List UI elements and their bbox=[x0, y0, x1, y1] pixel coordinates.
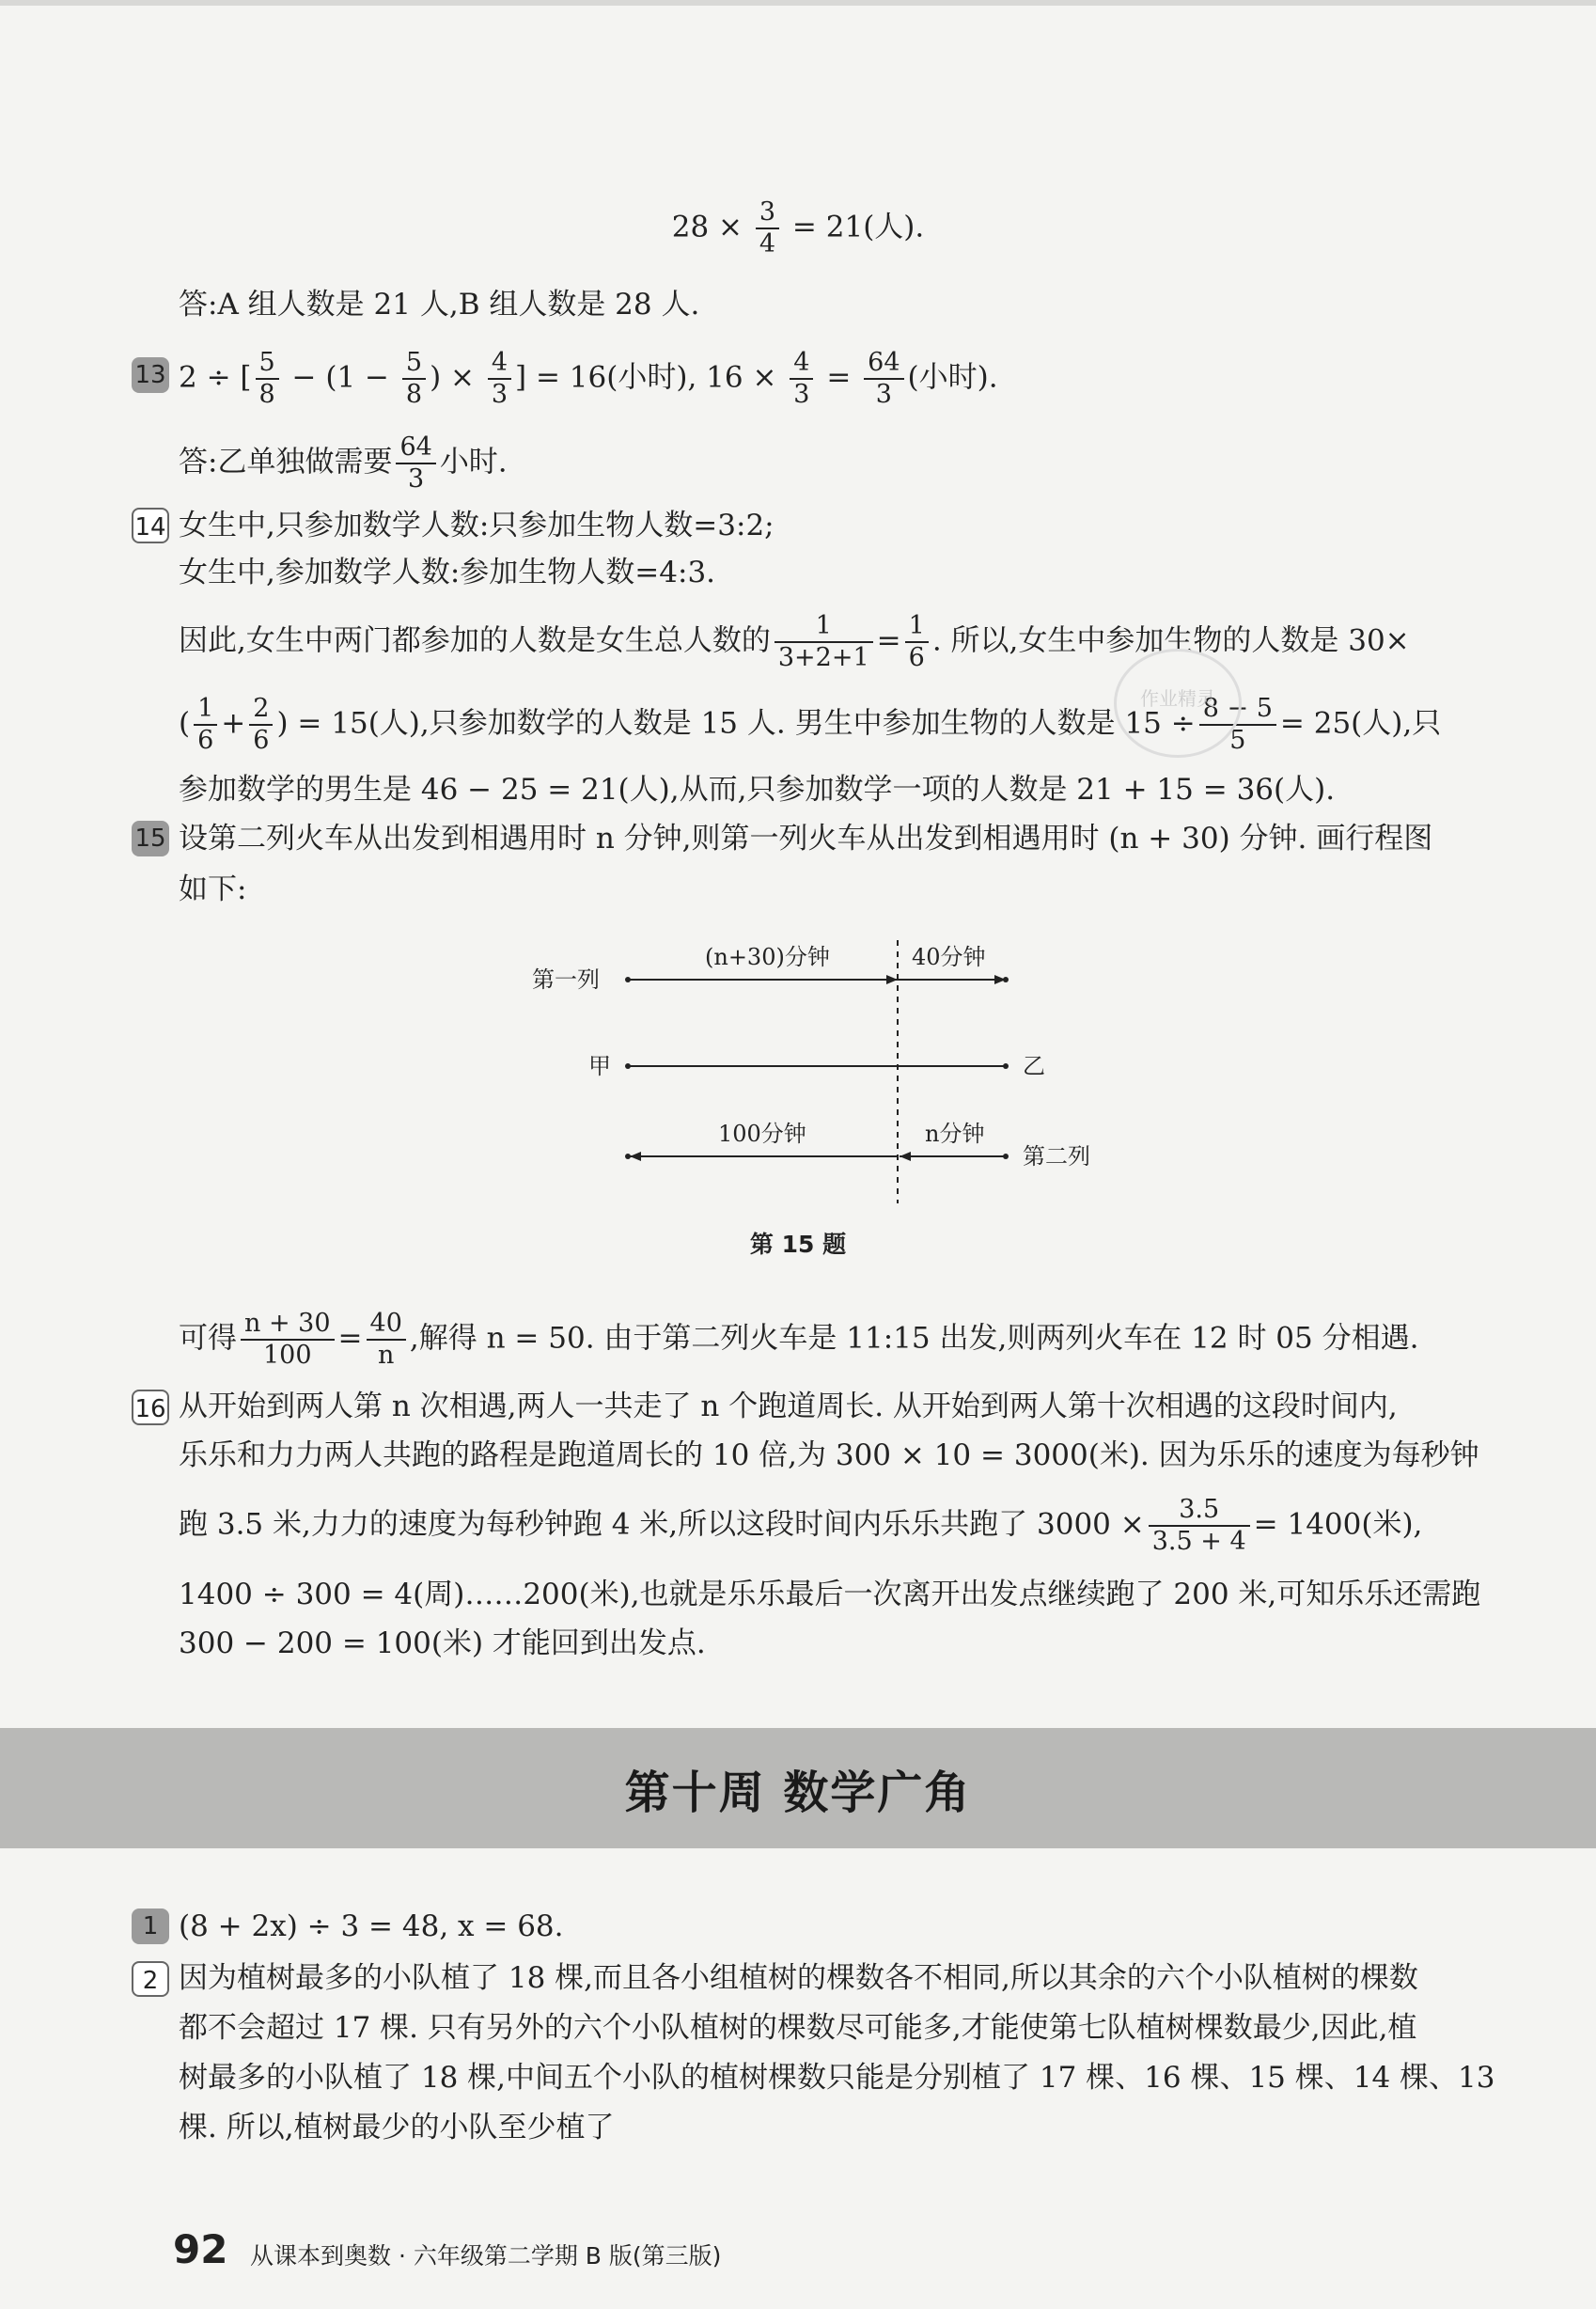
question-number: 1 bbox=[132, 1908, 169, 1944]
arrowhead bbox=[630, 1152, 641, 1161]
answer-12: 答:A 组人数是 21 人,B 组人数是 28 人. bbox=[179, 288, 700, 322]
book-title: 从课本到奥数 · 六年级第二学期 B 版(第三版) bbox=[250, 2242, 722, 2270]
s2-q2-line3: 树最多的小队植了 18 棵,中间五个小队的植树棵数只能是分别植了 17 棵、16 棵、15 棵、14 棵、13 bbox=[179, 2061, 1495, 2095]
travel-diagram bbox=[517, 931, 1090, 1213]
q14-line2: 女生中,参加数学人数:参加生物人数=4:3. bbox=[179, 556, 716, 589]
diagram-seg3-label: 100分钟 bbox=[718, 1121, 806, 1147]
s2-q2-line4: 棵. 所以,植树最少的小队至少植了 bbox=[179, 2111, 615, 2144]
q16-line4: 1400 ÷ 300 = 4(周)……200(米),也就是乐乐最后一次离开出发点继续跑了 200 米,可知乐乐还需跑 bbox=[179, 1578, 1481, 1611]
diagram-label-jia: 甲 bbox=[588, 1053, 611, 1079]
s2-q1: (8 + 2x) ÷ 3 = 48, x = 68. bbox=[179, 1909, 564, 1943]
page-number: 92 bbox=[173, 2226, 228, 2272]
diagram-seg2-label: 40分钟 bbox=[912, 944, 986, 970]
diagram-dot bbox=[1003, 977, 1009, 982]
diagram-dot bbox=[625, 977, 631, 982]
watermark-stamp: 作业精灵 bbox=[1114, 649, 1242, 758]
equation-line: 28 × $\frac{3}{4}$ = 21(人). bbox=[671, 197, 925, 259]
q14-line1: 女生中,只参加数学人数:只参加生物人数=3:2; bbox=[179, 509, 775, 542]
q15-line1: 设第二列火车从出发到相遇用时 n 分钟,则第一列火车从出发到相遇用时 (n + 30) 分钟. 画行程图 bbox=[179, 822, 1433, 856]
q14-line5: 参加数学的男生是 46 − 25 = 21(人),从而,只参加数学一项的人数是 21 + 15 = 36(人). bbox=[179, 773, 1336, 807]
s2-q2-line1: 因为植树最多的小队植了 18 棵,而且各小组植树的棵数各不相同,所以其余的六个小队植树的棵数 bbox=[179, 1961, 1418, 1995]
arrowhead bbox=[886, 975, 898, 984]
diagram-label-yi: 乙 bbox=[1023, 1053, 1045, 1079]
s2-q2-line2: 都不会超过 17 棵. 只有另外的六个小队植树的棵数尽可能多,才能使第七队植树棵数最少,因此,植 bbox=[179, 2011, 1417, 2045]
question-number: 16 bbox=[132, 1390, 169, 1425]
q16-line1: 从开始到两人第 n 次相遇,两人一共走了 n 个跑道周长. 从开始到两人第十次相遇的这段时间内, bbox=[179, 1390, 1398, 1423]
q16-line3: 跑 3.5 米,力力的速度为每秒钟跑 4 米,所以这段时间内乐乐共跑了 3000 × $\frac{3.5}{3.5 + 4}$ = 1400(米), bbox=[179, 1495, 1423, 1556]
q14-line4: ( $\frac{1}{6}$ + $\frac{2}{6}$ ) = 15(人),只参加数学的人数是 15 人. 男生中参加生物的人数是 15 ÷ $\frac{8 - 5}{5}$ = 25(人),只 bbox=[179, 694, 1442, 755]
diagram-label-second-train: 第二列 bbox=[1023, 1143, 1090, 1170]
diagram-dot bbox=[625, 1154, 631, 1159]
diagram-seg1-label: (n+30)分钟 bbox=[705, 944, 830, 970]
q16-line2: 乐乐和力力两人共跑的路程是跑道周长的 10 倍,为 300 × 10 = 3000(米). 因为乐乐的速度为每秒钟 bbox=[179, 1438, 1479, 1472]
diagram-dot bbox=[1003, 1154, 1009, 1159]
question-number: 15 bbox=[132, 821, 169, 856]
q13-equation: 2 ÷ [ $\frac{5}{8}$ − (1 − $\frac{5}{8}$ ) × $\frac{4}{3}$ ] = 16(小时), 16 × $\frac{4}{3}$ = $\frac{64}{3}$ (小时). bbox=[179, 348, 998, 409]
arrowhead bbox=[900, 1152, 911, 1161]
fraction: $\frac{3}{4}$ bbox=[756, 197, 779, 259]
diagram-label-first-train: 第一列 bbox=[532, 966, 600, 993]
section-title: 第十周 数学广角 bbox=[624, 1767, 972, 1819]
q15-line2: 如下: bbox=[179, 872, 247, 906]
q15-result: 可得 $\frac{n + 30}{100}$ = $\frac{40}{n}$ ,解得 n = 50. 由于第二列火车是 11:15 出发,则两列火车在 12 时 05 分相遇. bbox=[179, 1309, 1419, 1370]
question-number: 13 bbox=[132, 357, 169, 393]
question-number: 2 bbox=[132, 1961, 169, 1997]
diagram-dot bbox=[1003, 1063, 1009, 1069]
page-top-edge bbox=[0, 0, 1596, 6]
diagram-dot bbox=[625, 1063, 631, 1069]
question-number: 14 bbox=[132, 508, 169, 543]
q13-answer: 答:乙单独做需要 $\frac{64}{3}$ 小时. bbox=[179, 432, 508, 494]
q16-line5: 300 − 200 = 100(米) 才能回到出发点. bbox=[179, 1626, 706, 1660]
q14-line3: 因此,女生中两门都参加的人数是女生总人数的 $\frac{1}{3+2+1}$ = $\frac{1}{6}$ . 所以,女生中参加生物的人数是 30× bbox=[179, 611, 1410, 672]
diagram-seg4-label: n分钟 bbox=[925, 1121, 985, 1147]
figure-caption: 第 15 题 bbox=[749, 1231, 847, 1258]
